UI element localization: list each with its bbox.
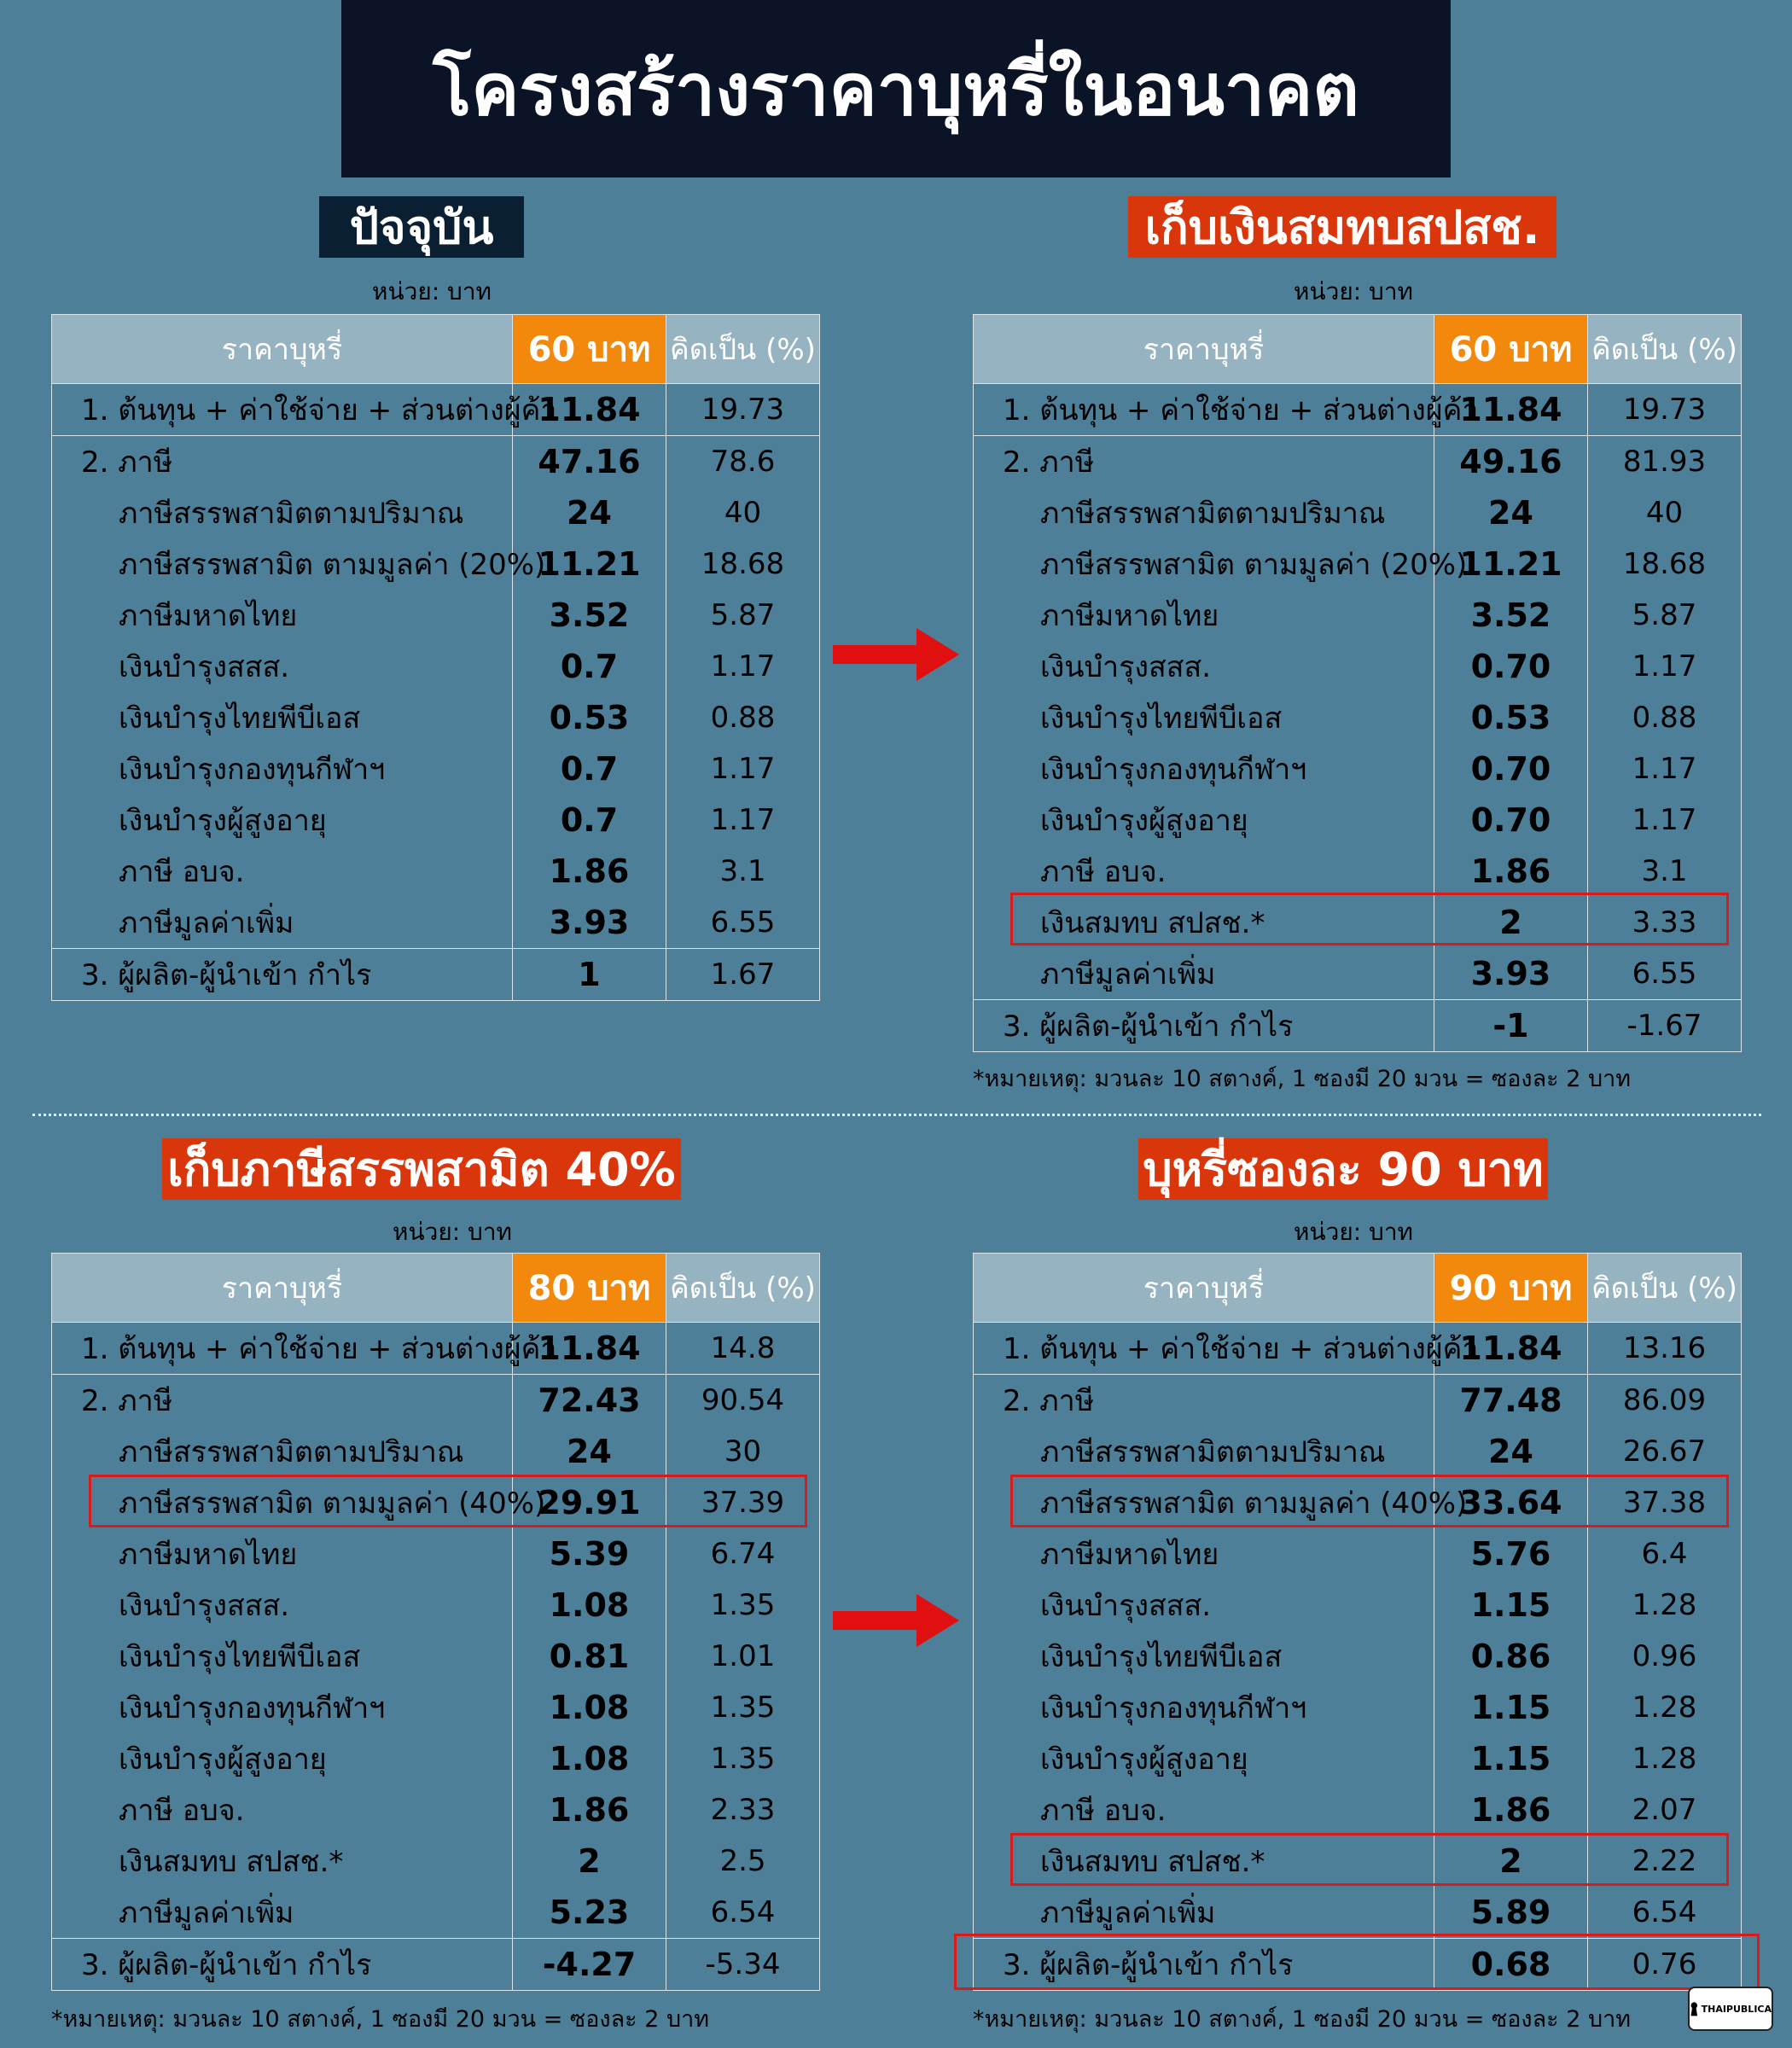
table-row [52, 641, 820, 692]
table-row [52, 846, 820, 897]
header-cigarette-price: ราคาบุหรี่ [974, 315, 1434, 384]
table-row [52, 743, 820, 794]
row-percent: 18.68 [666, 538, 820, 590]
table-row [974, 846, 1742, 897]
logo-text: THAIPUBLICA [1701, 2003, 1772, 2015]
row-value: 0.70 [1434, 743, 1588, 794]
row-label: เงินบำรุงสสส. [52, 1580, 513, 1631]
row-value: 24 [513, 487, 666, 538]
row-value: 0.53 [513, 692, 666, 743]
table-row [974, 436, 1742, 488]
row-value: 0.53 [1434, 692, 1588, 743]
row-value: 5.39 [513, 1528, 666, 1580]
table-row [974, 1000, 1742, 1052]
row-value: 1.86 [1434, 1784, 1588, 1836]
row-label: ภาษีมหาดไทย [974, 590, 1434, 641]
table-row [52, 1939, 820, 1991]
row-percent: 2.33 [666, 1784, 820, 1836]
header-price-value: 90 บาท [1434, 1254, 1588, 1323]
table-row [974, 1528, 1742, 1580]
row-percent: 6.4 [1588, 1528, 1742, 1580]
unit-label: หน่วย: บาท [1294, 1218, 1414, 1246]
panel-heading-90baht: บุหรี่ซองละ 90 บาท [1138, 1138, 1548, 1200]
row-label: ภาษีสรรพสามิต ตามมูลค่า (20%) [52, 538, 513, 590]
row-percent: 5.87 [1588, 590, 1742, 641]
table-row [52, 1836, 820, 1887]
row-label: 3. ผู้ผลิต-ผู้นำเข้า กำไร [974, 1000, 1434, 1052]
highlight-box-excise-value [89, 1475, 807, 1527]
row-label: ภาษี อบจ. [974, 1784, 1434, 1836]
table-row [974, 1375, 1742, 1427]
table-row [974, 487, 1742, 538]
table-row [52, 897, 820, 949]
row-percent: 1.01 [666, 1631, 820, 1682]
row-percent: 18.68 [1588, 538, 1742, 590]
row-value: 11.84 [1434, 1323, 1588, 1375]
row-percent: 6.55 [1588, 948, 1742, 1000]
row-value: 0.81 [513, 1631, 666, 1682]
row-label: เงินบำรุงผู้สูงอายุ [52, 1733, 513, 1784]
row-label: ภาษีสรรพสามิตตามปริมาณ [52, 1426, 513, 1477]
row-percent: 6.54 [666, 1887, 820, 1939]
row-value: 2 [513, 1836, 666, 1887]
row-percent: 1.28 [1588, 1682, 1742, 1733]
row-label: 1. ต้นทุน + ค่าใช้จ่าย + ส่วนต่างผู้ค้า [974, 384, 1434, 436]
page-title: โครงสร้างราคาบุหรี่ในอนาคต [341, 0, 1451, 177]
row-value: 33.64 [1434, 1477, 1588, 1528]
header-cigarette-price: ราคาบุหรี่ [52, 1254, 513, 1323]
row-value: 0.70 [1434, 794, 1588, 846]
header-percent: คิดเป็น (%) [1588, 1254, 1742, 1323]
row-percent: 1.28 [1588, 1733, 1742, 1784]
table-row [974, 743, 1742, 794]
table-row [52, 692, 820, 743]
row-label: 3. ผู้ผลิต-ผู้นำเข้า กำไร [52, 949, 513, 1001]
row-label: เงินบำรุงผู้สูงอายุ [974, 794, 1434, 846]
row-percent: 19.73 [666, 384, 820, 436]
row-percent: 40 [666, 487, 820, 538]
row-label: เงินบำรุงไทยพีบีเอส [52, 1631, 513, 1682]
row-value: 11.84 [513, 1323, 666, 1375]
row-value: 11.84 [513, 384, 666, 436]
row-percent: 3.33 [1588, 897, 1742, 948]
row-label: 2. ภาษี [974, 1375, 1434, 1427]
row-label: เงินบำรุงไทยพีบีเอส [52, 692, 513, 743]
row-percent: 1.35 [666, 1580, 820, 1631]
row-value: 24 [513, 1426, 666, 1477]
row-label: ภาษีสรรพสามิตตามปริมาณ [974, 487, 1434, 538]
row-label: 2. ภาษี [52, 1375, 513, 1427]
row-label: ภาษีมูลค่าเพิ่ม [974, 1887, 1434, 1939]
row-label: 1. ต้นทุน + ค่าใช้จ่าย + ส่วนต่างผู้ค้า [52, 1323, 513, 1375]
table-row [974, 1426, 1742, 1477]
row-percent: 3.1 [666, 846, 820, 897]
row-percent: 1.35 [666, 1682, 820, 1733]
row-label: ภาษีสรรพสามิตตามปริมาณ [52, 487, 513, 538]
row-value: 3.52 [1434, 590, 1588, 641]
row-percent: 30 [666, 1426, 820, 1477]
header-percent: คิดเป็น (%) [666, 1254, 820, 1323]
row-value: 3.93 [1434, 948, 1588, 1000]
row-percent: 40 [1588, 487, 1742, 538]
table-row [52, 1375, 820, 1427]
row-value: 5.23 [513, 1887, 666, 1939]
row-label: เงินสมทบ สปสช.* [52, 1836, 513, 1887]
table-row [974, 384, 1742, 436]
row-value: 1.15 [1434, 1733, 1588, 1784]
row-label: เงินบำรุงกองทุนกีฬาฯ [974, 1682, 1434, 1733]
table-row [52, 1528, 820, 1580]
row-percent: 1.28 [1588, 1580, 1742, 1631]
row-percent: 5.87 [666, 590, 820, 641]
row-label: เงินบำรุงสสส. [974, 641, 1434, 692]
table-row [974, 948, 1742, 1000]
row-value: -1 [1434, 1000, 1588, 1052]
row-percent: 6.55 [666, 897, 820, 949]
unit-label: หน่วย: บาท [372, 277, 492, 305]
row-value: 5.76 [1434, 1528, 1588, 1580]
row-value: 5.89 [1434, 1887, 1588, 1939]
row-percent: 86.09 [1588, 1375, 1742, 1427]
row-percent: 1.17 [1588, 743, 1742, 794]
row-label: เงินบำรุงสสส. [52, 641, 513, 692]
row-value: 77.48 [1434, 1375, 1588, 1427]
table-row [974, 641, 1742, 692]
row-percent: 90.54 [666, 1375, 820, 1427]
row-label: 1. ต้นทุน + ค่าใช้จ่าย + ส่วนต่างผู้ค้า [52, 384, 513, 436]
unit-label: หน่วย: บาท [393, 1218, 513, 1246]
table-row [974, 794, 1742, 846]
row-label: ภาษี อบจ. [52, 1784, 513, 1836]
row-percent: 1.35 [666, 1733, 820, 1784]
panel-heading-excise40: เก็บภาษีสรรพสามิต 40% [162, 1138, 681, 1200]
row-label: ภาษีมหาดไทย [52, 590, 513, 641]
table-row [974, 692, 1742, 743]
row-value: 3.52 [513, 590, 666, 641]
row-value: 24 [1434, 1426, 1588, 1477]
row-value: 72.43 [513, 1375, 666, 1427]
row-percent: 0.88 [1588, 692, 1742, 743]
row-label: 1. ต้นทุน + ค่าใช้จ่าย + ส่วนต่างผู้ค้า [974, 1323, 1434, 1375]
row-label: เงินบำรุงกองทุนกีฬาฯ [52, 1682, 513, 1733]
row-percent: 1.17 [666, 743, 820, 794]
row-value: 3.93 [513, 897, 666, 949]
row-label: เงินบำรุงไทยพีบีเอส [974, 1631, 1434, 1682]
row-value: 0.68 [1434, 1939, 1588, 1991]
row-value: -4.27 [513, 1939, 666, 1991]
row-label: ภาษีมูลค่าเพิ่ม [52, 897, 513, 949]
row-value: 11.21 [1434, 538, 1588, 590]
row-label: เงินสมทบ สปสช.* [974, 1836, 1434, 1887]
footnote: *หมายเหตุ: มวนละ 10 สตางค์, 1 ซองมี 20 มวน = ซองละ 2 บาท [973, 2006, 1632, 2033]
table-row [974, 1631, 1742, 1682]
table-row [974, 538, 1742, 590]
panel-heading-nhso: เก็บเงินสมทบสปสช. [1128, 196, 1556, 258]
table-row [52, 487, 820, 538]
table-row [52, 1580, 820, 1631]
row-value: 24 [1434, 487, 1588, 538]
table-row [974, 1682, 1742, 1733]
row-value: 1.15 [1434, 1580, 1588, 1631]
row-value: 1.08 [513, 1580, 666, 1631]
row-percent: 1.17 [666, 794, 820, 846]
table-row [52, 384, 820, 436]
row-label: ภาษีสรรพสามิตตามปริมาณ [974, 1426, 1434, 1477]
row-percent: 1.67 [666, 949, 820, 1001]
table-row [52, 590, 820, 641]
table-row [52, 1682, 820, 1733]
price-table-current [51, 314, 820, 1001]
row-label: ภาษีมูลค่าเพิ่ม [52, 1887, 513, 1939]
row-label: ภาษีมหาดไทย [52, 1528, 513, 1580]
row-label: 3. ผู้ผลิต-ผู้นำเข้า กำไร [974, 1939, 1434, 1991]
table-row [974, 1784, 1742, 1836]
row-label: เงินบำรุงผู้สูงอายุ [52, 794, 513, 846]
highlight-box-excise-value [1010, 1475, 1729, 1527]
row-label: ภาษีสรรพสามิต ตามมูลค่า (40%) [52, 1477, 513, 1528]
row-percent: 1.17 [666, 641, 820, 692]
row-value: 1.08 [513, 1682, 666, 1733]
table-row [52, 1887, 820, 1939]
row-label: ภาษี อบจ. [52, 846, 513, 897]
table-row [52, 436, 820, 488]
row-percent: 3.1 [1588, 846, 1742, 897]
row-percent: 19.73 [1588, 384, 1742, 436]
row-value: 1.86 [1434, 846, 1588, 897]
row-percent: 13.16 [1588, 1323, 1742, 1375]
row-label: เงินบำรุงผู้สูงอายุ [974, 1733, 1434, 1784]
header-price-value: 60 บาท [513, 315, 666, 384]
row-label: เงินบำรุงไทยพีบีเอส [974, 692, 1434, 743]
header-price-value: 60 บาท [1434, 315, 1588, 384]
header-price-value: 80 บาท [513, 1254, 666, 1323]
row-percent: 37.38 [1588, 1477, 1742, 1528]
table-row [52, 949, 820, 1001]
row-value: 2 [1434, 1836, 1588, 1887]
keyhole-logo-icon [1690, 1999, 1699, 2018]
row-value: 1.86 [513, 846, 666, 897]
table-row [52, 1323, 820, 1375]
row-value: 11.84 [1434, 384, 1588, 436]
row-label: เงินสมทบ สปสช.* [974, 897, 1434, 948]
right-arrow-icon [833, 1594, 959, 1647]
table-row [974, 590, 1742, 641]
row-value: 0.7 [513, 743, 666, 794]
row-label: เงินบำรุงกองทุนกีฬาฯ [52, 743, 513, 794]
row-label: เงินบำรุงกองทุนกีฬาฯ [974, 743, 1434, 794]
row-percent: 37.39 [666, 1477, 820, 1528]
panel-heading-current: ปัจจุบัน [319, 196, 524, 258]
row-percent: 1.17 [1588, 641, 1742, 692]
row-value: 1 [513, 949, 666, 1001]
table-row [974, 1580, 1742, 1631]
row-value: 47.16 [513, 436, 666, 488]
header-cigarette-price: ราคาบุหรี่ [974, 1254, 1434, 1323]
row-percent: 2.5 [666, 1836, 820, 1887]
highlight-box-nhso-contribution [1010, 1833, 1729, 1886]
row-value: 1.08 [513, 1733, 666, 1784]
row-label: เงินบำรุงสสส. [974, 1580, 1434, 1631]
row-percent: 14.8 [666, 1323, 820, 1375]
table-row [52, 1733, 820, 1784]
table-row [974, 1323, 1742, 1375]
row-percent: 0.88 [666, 692, 820, 743]
row-value: 0.7 [513, 641, 666, 692]
row-label: ภาษีสรรพสามิต ตามมูลค่า (40%) [974, 1477, 1434, 1528]
footnote: *หมายเหตุ: มวนละ 10 สตางค์, 1 ซองมี 20 มวน = ซองละ 2 บาท [973, 1066, 1632, 1092]
row-percent: 2.07 [1588, 1784, 1742, 1836]
row-percent: 78.6 [666, 436, 820, 488]
highlight-box-nhso-contribution [1010, 893, 1729, 945]
row-percent: 81.93 [1588, 436, 1742, 488]
row-value: 1.86 [513, 1784, 666, 1836]
table-row [52, 1426, 820, 1477]
header-percent: คิดเป็น (%) [1588, 315, 1742, 384]
price-table-excise40 [51, 1253, 820, 1991]
header-cigarette-price: ราคาบุหรี่ [52, 315, 513, 384]
right-arrow-icon [833, 628, 959, 681]
thaipublica-logo [1688, 1987, 1773, 2031]
row-percent: 1.17 [1588, 794, 1742, 846]
row-percent: -1.67 [1588, 1000, 1742, 1052]
row-value: 11.21 [513, 538, 666, 590]
row-label: ภาษีสรรพสามิต ตามมูลค่า (20%) [974, 538, 1434, 590]
table-row [52, 1631, 820, 1682]
table-row [974, 1887, 1742, 1939]
row-value: 29.91 [513, 1477, 666, 1528]
row-label: 2. ภาษี [974, 436, 1434, 488]
row-label: 3. ผู้ผลิต-ผู้นำเข้า กำไร [52, 1939, 513, 1991]
row-value: 1.15 [1434, 1682, 1588, 1733]
row-label: ภาษีมูลค่าเพิ่ม [974, 948, 1434, 1000]
unit-label: หน่วย: บาท [1294, 277, 1414, 305]
table-row [974, 1733, 1742, 1784]
row-percent: 0.76 [1588, 1939, 1742, 1991]
table-row [52, 1784, 820, 1836]
row-value: 0.86 [1434, 1631, 1588, 1682]
section-divider [32, 1114, 1761, 1116]
row-label: ภาษีมหาดไทย [974, 1528, 1434, 1580]
row-value: 0.70 [1434, 641, 1588, 692]
row-label: ภาษี อบจ. [974, 846, 1434, 897]
row-value: 49.16 [1434, 436, 1588, 488]
row-percent: 6.54 [1588, 1887, 1742, 1939]
highlight-box-profit [954, 1934, 1760, 1990]
row-percent: 26.67 [1588, 1426, 1742, 1477]
header-percent: คิดเป็น (%) [666, 315, 820, 384]
row-percent: 6.74 [666, 1528, 820, 1580]
row-percent: 0.96 [1588, 1631, 1742, 1682]
row-percent: -5.34 [666, 1939, 820, 1991]
table-row [52, 538, 820, 590]
table-row [52, 794, 820, 846]
row-value: 2 [1434, 897, 1588, 948]
footnote: *หมายเหตุ: มวนละ 10 สตางค์, 1 ซองมี 20 มวน = ซองละ 2 บาท [51, 2006, 710, 2033]
row-label: 2. ภาษี [52, 436, 513, 488]
row-value: 0.7 [513, 794, 666, 846]
row-percent: 2.22 [1588, 1836, 1742, 1887]
